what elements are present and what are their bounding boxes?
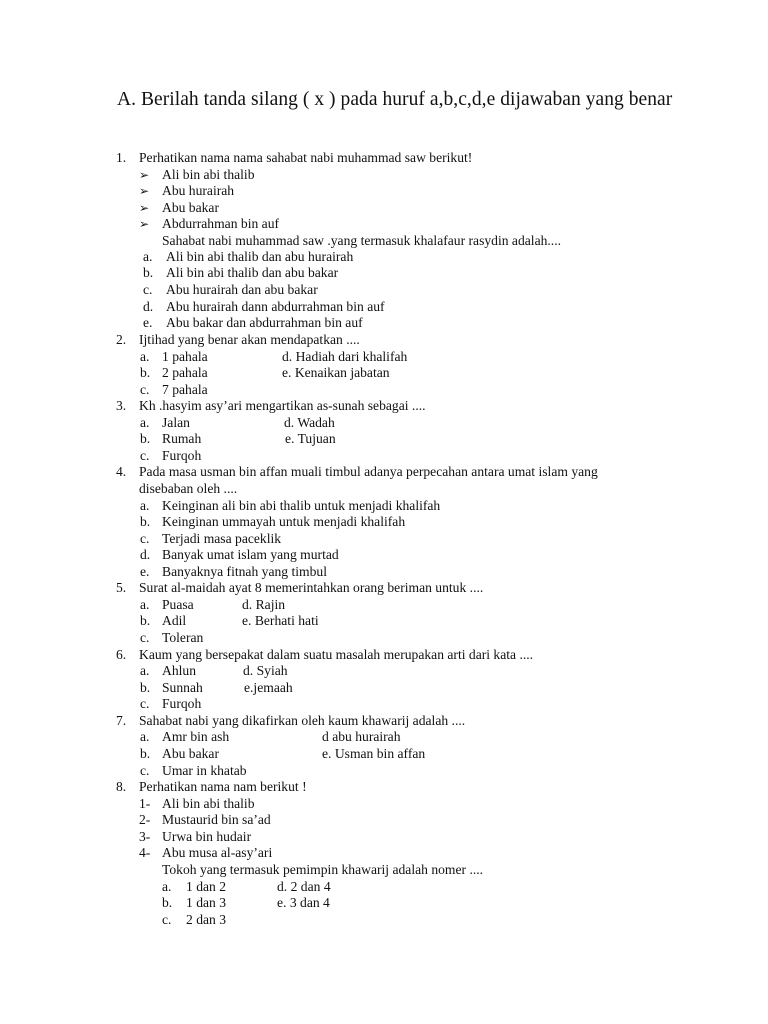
option-letter: a. bbox=[140, 498, 150, 513]
option-text: Banyaknya fitnah yang timbul bbox=[162, 564, 327, 579]
bullet-item: Ali bin abi thalib bbox=[162, 167, 255, 182]
list-number: 2- bbox=[139, 812, 151, 827]
option-text: 2 dan 3 bbox=[186, 912, 227, 927]
arrow-bullet-icon: ➢ bbox=[139, 184, 150, 198]
list-item: Abu musa al-asy’ari bbox=[162, 845, 273, 860]
option-text-right: d. 2 dan 4 bbox=[277, 879, 331, 894]
option-letter: a. bbox=[140, 597, 150, 612]
option-text-right: e. Tujuan bbox=[285, 431, 336, 446]
section-heading: A. Berilah tanda silang ( x ) pada huruf a,b,c,d,e dijawaban yang benar bbox=[117, 89, 673, 110]
list-item: Mustaurid bin sa’ad bbox=[162, 812, 271, 827]
option-text: 7 pahala bbox=[162, 382, 208, 397]
option-text: Puasa bbox=[162, 597, 194, 612]
question-number: 1. bbox=[116, 150, 127, 165]
option-letter: c. bbox=[140, 763, 150, 778]
option-letter: b. bbox=[140, 613, 151, 628]
question-prompt: Sahabat nabi muhammad saw .yang termasuk khalafaur rasydin adalah.... bbox=[162, 233, 561, 248]
question-text: Kh .hasyim asy’ari mengartikan as-sunah sebagai .... bbox=[139, 398, 426, 413]
option-letter: d. bbox=[143, 299, 154, 314]
option-text: Furqoh bbox=[162, 448, 202, 463]
question-number: 5. bbox=[116, 580, 127, 595]
option-text: Keinginan ummayah untuk menjadi khalifah bbox=[162, 514, 406, 529]
option-text-right: d. Hadiah dari khalifah bbox=[282, 349, 408, 364]
option-text-right: e. Kenaikan jabatan bbox=[282, 365, 390, 380]
option-text: 2 pahala bbox=[162, 365, 208, 380]
option-text: Ali bin abi thalib dan abu hurairah bbox=[166, 249, 354, 264]
option-text-right: d. Wadah bbox=[284, 415, 335, 430]
option-text-right: d. Rajin bbox=[242, 597, 286, 612]
option-text: Abu bakar bbox=[162, 746, 219, 761]
arrow-bullet-icon: ➢ bbox=[139, 201, 150, 215]
option-letter: c. bbox=[140, 531, 150, 546]
list-number: 3- bbox=[139, 829, 151, 844]
option-letter: e. bbox=[143, 315, 153, 330]
option-text-right: d abu hurairah bbox=[322, 729, 401, 744]
question-number: 4. bbox=[116, 464, 127, 479]
option-text: Ahlun bbox=[162, 663, 196, 678]
option-text-right: e. Berhati hati bbox=[242, 613, 319, 628]
option-letter: b. bbox=[162, 895, 173, 910]
arrow-bullet-icon: ➢ bbox=[139, 217, 150, 231]
question-number: 8. bbox=[116, 779, 127, 794]
option-text: Furqoh bbox=[162, 696, 202, 711]
option-text: Abu hurairah dan abu bakar bbox=[166, 282, 318, 297]
option-letter: b. bbox=[140, 680, 151, 695]
option-text: Amr bin ash bbox=[162, 729, 230, 744]
option-text: Terjadi masa paceklik bbox=[162, 531, 282, 546]
option-text: Rumah bbox=[162, 431, 202, 446]
option-text: 1 dan 2 bbox=[186, 879, 227, 894]
bullet-item: Abu hurairah bbox=[162, 183, 235, 198]
option-text: Toleran bbox=[162, 630, 204, 645]
option-letter: a. bbox=[143, 249, 153, 264]
list-number: 1- bbox=[139, 796, 151, 811]
option-letter: c. bbox=[140, 696, 150, 711]
question-text-continued: disebaban oleh .... bbox=[139, 481, 238, 496]
option-text-right: d. Syiah bbox=[243, 663, 288, 678]
option-text: Keinginan ali bin abi thalib untuk menjadi khalifah bbox=[162, 498, 441, 513]
question-prompt: Tokoh yang termasuk pemimpin khawarij adalah nomer .... bbox=[162, 862, 484, 877]
option-letter: c. bbox=[143, 282, 153, 297]
option-letter: a. bbox=[162, 879, 172, 894]
option-letter: e. bbox=[140, 564, 150, 579]
question-text: Surat al-maidah ayat 8 memerintahkan orang beriman untuk .... bbox=[139, 580, 484, 595]
option-text: Ali bin abi thalib dan abu bakar bbox=[166, 265, 339, 280]
option-letter: d. bbox=[140, 547, 151, 562]
bullet-item: Abu bakar bbox=[162, 200, 219, 215]
option-letter: b. bbox=[140, 365, 151, 380]
option-letter: a. bbox=[140, 349, 150, 364]
question-number: 6. bbox=[116, 647, 127, 662]
option-letter: a. bbox=[140, 415, 150, 430]
option-text-right: e.jemaah bbox=[244, 680, 293, 695]
question-text: Sahabat nabi yang dikafirkan oleh kaum khawarij adalah .... bbox=[139, 713, 466, 728]
option-text: Abu hurairah dann abdurrahman bin auf bbox=[166, 299, 385, 314]
arrow-bullet-icon: ➢ bbox=[139, 168, 150, 182]
option-text: Sunnah bbox=[162, 680, 203, 695]
option-text: Banyak umat islam yang murtad bbox=[162, 547, 339, 562]
bullet-item: Abdurrahman bin auf bbox=[162, 216, 280, 231]
option-letter: c. bbox=[140, 630, 150, 645]
question-text: Perhatikan nama nam berikut ! bbox=[139, 779, 307, 794]
option-letter: a. bbox=[140, 729, 150, 744]
question-number: 3. bbox=[116, 398, 127, 413]
list-item: Ali bin abi thalib bbox=[162, 796, 255, 811]
option-letter: b. bbox=[140, 514, 151, 529]
option-letter: b. bbox=[140, 746, 151, 761]
question-text: Kaum yang bersepakat dalam suatu masalah merupakan arti dari kata .... bbox=[139, 647, 534, 662]
list-item: Urwa bin hudair bbox=[162, 829, 252, 844]
option-letter: c. bbox=[140, 382, 150, 397]
option-letter: c. bbox=[162, 912, 172, 927]
option-text-right: e. 3 dan 4 bbox=[277, 895, 330, 910]
option-letter: c. bbox=[140, 448, 150, 463]
option-text-right: e. Usman bin affan bbox=[322, 746, 426, 761]
question-number: 2. bbox=[116, 332, 127, 347]
option-letter: b. bbox=[143, 265, 154, 280]
question-text: Pada masa usman bin affan muali timbul adanya perpecahan antara umat islam yang bbox=[139, 464, 598, 479]
option-text: Adil bbox=[162, 613, 187, 628]
option-text: 1 pahala bbox=[162, 349, 208, 364]
option-letter: b. bbox=[140, 431, 151, 446]
option-text: Jalan bbox=[162, 415, 190, 430]
list-number: 4- bbox=[139, 845, 151, 860]
question-number: 7. bbox=[116, 713, 127, 728]
option-text: Abu bakar dan abdurrahman bin auf bbox=[166, 315, 363, 330]
option-text: 1 dan 3 bbox=[186, 895, 227, 910]
option-letter: a. bbox=[140, 663, 150, 678]
option-text: Umar in khatab bbox=[162, 763, 247, 778]
question-text: Ijtihad yang benar akan mendapatkan .... bbox=[139, 332, 360, 347]
question-text: Perhatikan nama nama sahabat nabi muhammad saw berikut! bbox=[139, 150, 473, 165]
